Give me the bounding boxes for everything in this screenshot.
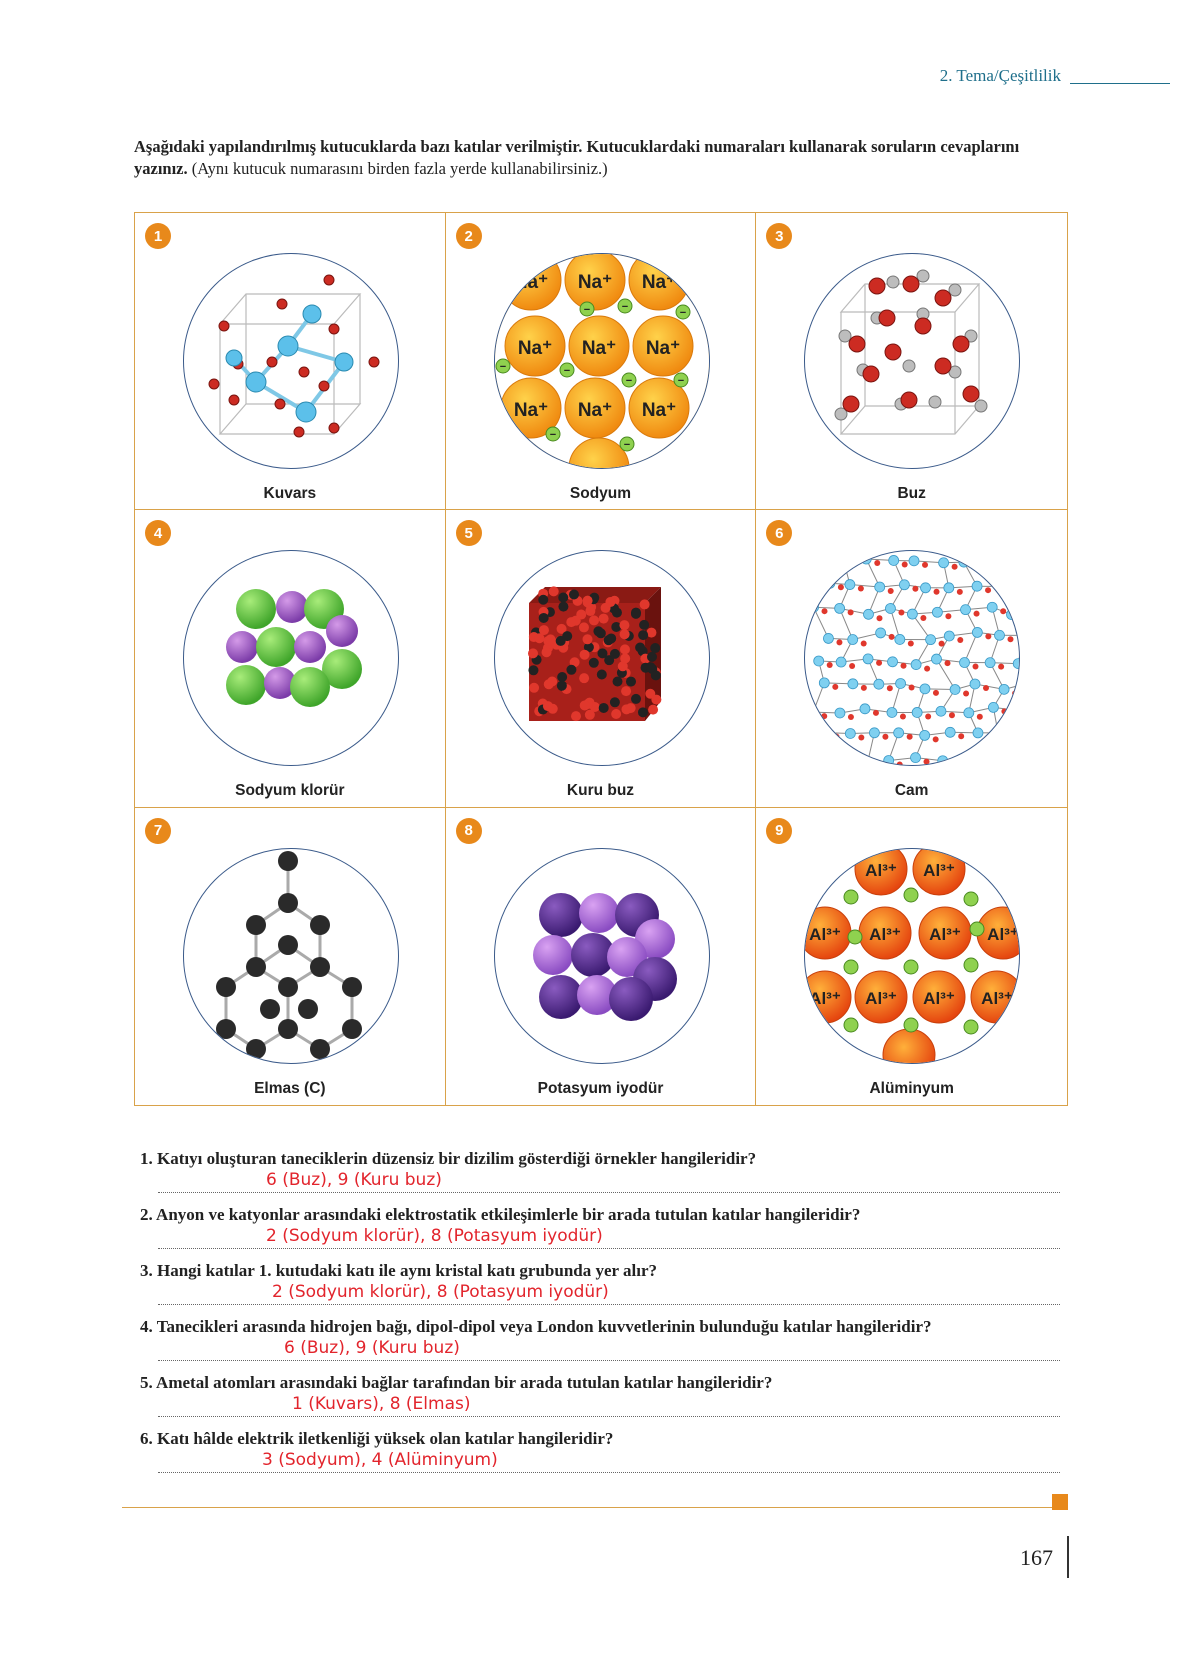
- box-number: 7: [145, 818, 171, 844]
- question-6: [140, 1428, 1060, 1484]
- aluminium-illustration: [804, 848, 1020, 1064]
- svg-text:Na⁺: Na⁺: [513, 272, 548, 293]
- svg-text:−: −: [549, 429, 556, 441]
- svg-text:Na⁺: Na⁺: [513, 400, 548, 421]
- question-text: 2. Anyon ve katyonlar arasındaki elektrostatik etkileşimlerle bir arada tutulan katılar hangileridir?: [140, 1205, 861, 1224]
- svg-text:Al³⁺: Al³⁺: [923, 860, 956, 880]
- svg-text:−: −: [623, 439, 630, 451]
- question-3: [140, 1260, 1060, 1316]
- intro-text: [134, 136, 1074, 180]
- answer-text[interactable]: 2 (Sodyum klorür), 8 (Potasyum iyodür): [266, 1226, 603, 1246]
- questions-list: [140, 1148, 1060, 1484]
- dry-ice-illustration: [494, 550, 710, 766]
- svg-text:Na⁺: Na⁺: [641, 272, 676, 293]
- footer-rule: [122, 1507, 1057, 1508]
- question-text: 4. Tanecikleri arasında hidrojen bağı, dipol-dipol veya London kuvvetlerinin bulunduğu katılar hangileridir?: [140, 1317, 932, 1336]
- question-2: [140, 1204, 1060, 1260]
- question-text: 5. Ametal atomları arasındaki bağlar tarafından bir arada tutulan katılar hangileridir?: [140, 1373, 773, 1392]
- box-caption: Kuvars: [263, 485, 317, 502]
- box-caption: Sodyum: [569, 485, 632, 502]
- answer-line: [158, 1304, 1060, 1305]
- answer-text[interactable]: 6 (Buz), 9 (Kuru buz): [266, 1170, 442, 1190]
- box-number: 6: [766, 520, 792, 546]
- svg-text:−: −: [583, 304, 590, 316]
- box-caption: Kuru buz: [566, 782, 635, 800]
- question-5: [140, 1372, 1060, 1428]
- answer-line: [158, 1360, 1060, 1361]
- svg-text:Na⁺: Na⁺: [577, 272, 612, 293]
- svg-text:Na⁺: Na⁺: [517, 338, 552, 359]
- box-caption: Potasyum iyodür: [537, 1079, 664, 1097]
- potassium-iodide-illustration: [494, 848, 710, 1064]
- box-number: 3: [766, 223, 792, 249]
- svg-text:−: −: [621, 301, 628, 313]
- svg-text:Al³⁺: Al³⁺: [987, 924, 1020, 944]
- box-caption: Elmas (C): [254, 1079, 326, 1097]
- box-caption: Alüminyum: [869, 1079, 954, 1097]
- svg-text:Al³⁺: Al³⁺: [809, 924, 842, 944]
- answer-text[interactable]: 1 (Kuvars), 8 (Elmas): [292, 1394, 471, 1414]
- svg-text:Na⁺: Na⁺: [577, 400, 612, 421]
- glass-illustration: [804, 550, 1020, 766]
- box-6: [756, 510, 1067, 807]
- box-7: [135, 808, 446, 1105]
- svg-text:Na⁺: Na⁺: [645, 338, 680, 359]
- box-number: 8: [456, 818, 482, 844]
- box-number: 1: [145, 223, 171, 249]
- svg-text:−: −: [563, 365, 570, 377]
- intro-bold: Aşağıdaki yapılandırılmış kutucuklarda bazı katılar verilmiştir. Kutucuklardaki numaraları kullanarak soruların cevaplarını yazınız.: [134, 137, 1020, 178]
- box-9: [756, 808, 1067, 1105]
- answer-line: [158, 1472, 1060, 1473]
- solids-grid: [134, 212, 1068, 1106]
- box-caption: Cam: [894, 782, 929, 800]
- page-number-bar: [1067, 1536, 1069, 1578]
- answer-text[interactable]: 6 (Buz), 9 (Kuru buz): [284, 1338, 460, 1358]
- box-number: 5: [456, 520, 482, 546]
- box-caption: Buz: [897, 485, 926, 502]
- box-2: [446, 213, 757, 510]
- svg-text:Al³⁺: Al³⁺: [809, 988, 842, 1008]
- question-text: 3. Hangi katılar 1. kutudaki katı ile aynı kristal katı grubunda yer alır?: [140, 1261, 658, 1280]
- question-4: [140, 1316, 1060, 1372]
- svg-text:Na⁺: Na⁺: [641, 400, 676, 421]
- page-number: 167: [1020, 1545, 1053, 1570]
- question-text: 1. Katıyı oluşturan taneciklerin düzensiz bir dizilim gösterdiği örnekler hangileridir?: [140, 1149, 757, 1168]
- header-rule: [1070, 83, 1170, 84]
- box-3: [756, 213, 1067, 510]
- answer-text[interactable]: 2 (Sodyum klorür), 8 (Potasyum iyodür): [272, 1282, 609, 1302]
- answer-line: [158, 1416, 1060, 1417]
- box-number: 4: [145, 520, 171, 546]
- svg-text:−: −: [499, 361, 506, 373]
- quartz-illustration: [183, 253, 399, 469]
- answer-line: [158, 1248, 1060, 1249]
- box-5: [446, 510, 757, 807]
- svg-text:−: −: [679, 307, 686, 319]
- box-4: [135, 510, 446, 807]
- svg-text:Al³⁺: Al³⁺: [981, 988, 1014, 1008]
- answer-text[interactable]: 3 (Sodyum), 4 (Alüminyum): [262, 1450, 498, 1470]
- svg-text:Al³⁺: Al³⁺: [865, 988, 898, 1008]
- svg-text:Al³⁺: Al³⁺: [923, 988, 956, 1008]
- svg-text:Al³⁺: Al³⁺: [869, 924, 902, 944]
- intro-note: (Aynı kutucuk numarasını birden fazla yerde kullanabilirsiniz.): [191, 159, 608, 178]
- header-title: 2. Tema/Çeşitlilik: [939, 66, 1061, 85]
- box-number: 2: [456, 223, 482, 249]
- box-1: [135, 213, 446, 510]
- svg-text:Al³⁺: Al³⁺: [929, 924, 962, 944]
- sodium-illustration: [494, 253, 710, 469]
- svg-text:−: −: [677, 375, 684, 387]
- sodium-chloride-illustration: [183, 550, 399, 766]
- svg-text:Na⁺: Na⁺: [581, 338, 616, 359]
- svg-text:−: −: [625, 375, 632, 387]
- answer-line: [158, 1192, 1060, 1193]
- box-caption: Sodyum klorür: [235, 782, 345, 800]
- question-text: 6. Katı hâlde elektrik iletkenliği yüksek olan katılar hangileridir?: [140, 1429, 614, 1448]
- box-number: 9: [766, 818, 792, 844]
- ice-illustration: [804, 253, 1020, 469]
- question-1: [140, 1148, 1060, 1204]
- diamond-illustration: [183, 848, 399, 1064]
- box-8: [446, 808, 757, 1105]
- footer-marker: [1052, 1494, 1068, 1510]
- svg-text:Al³⁺: Al³⁺: [865, 860, 898, 880]
